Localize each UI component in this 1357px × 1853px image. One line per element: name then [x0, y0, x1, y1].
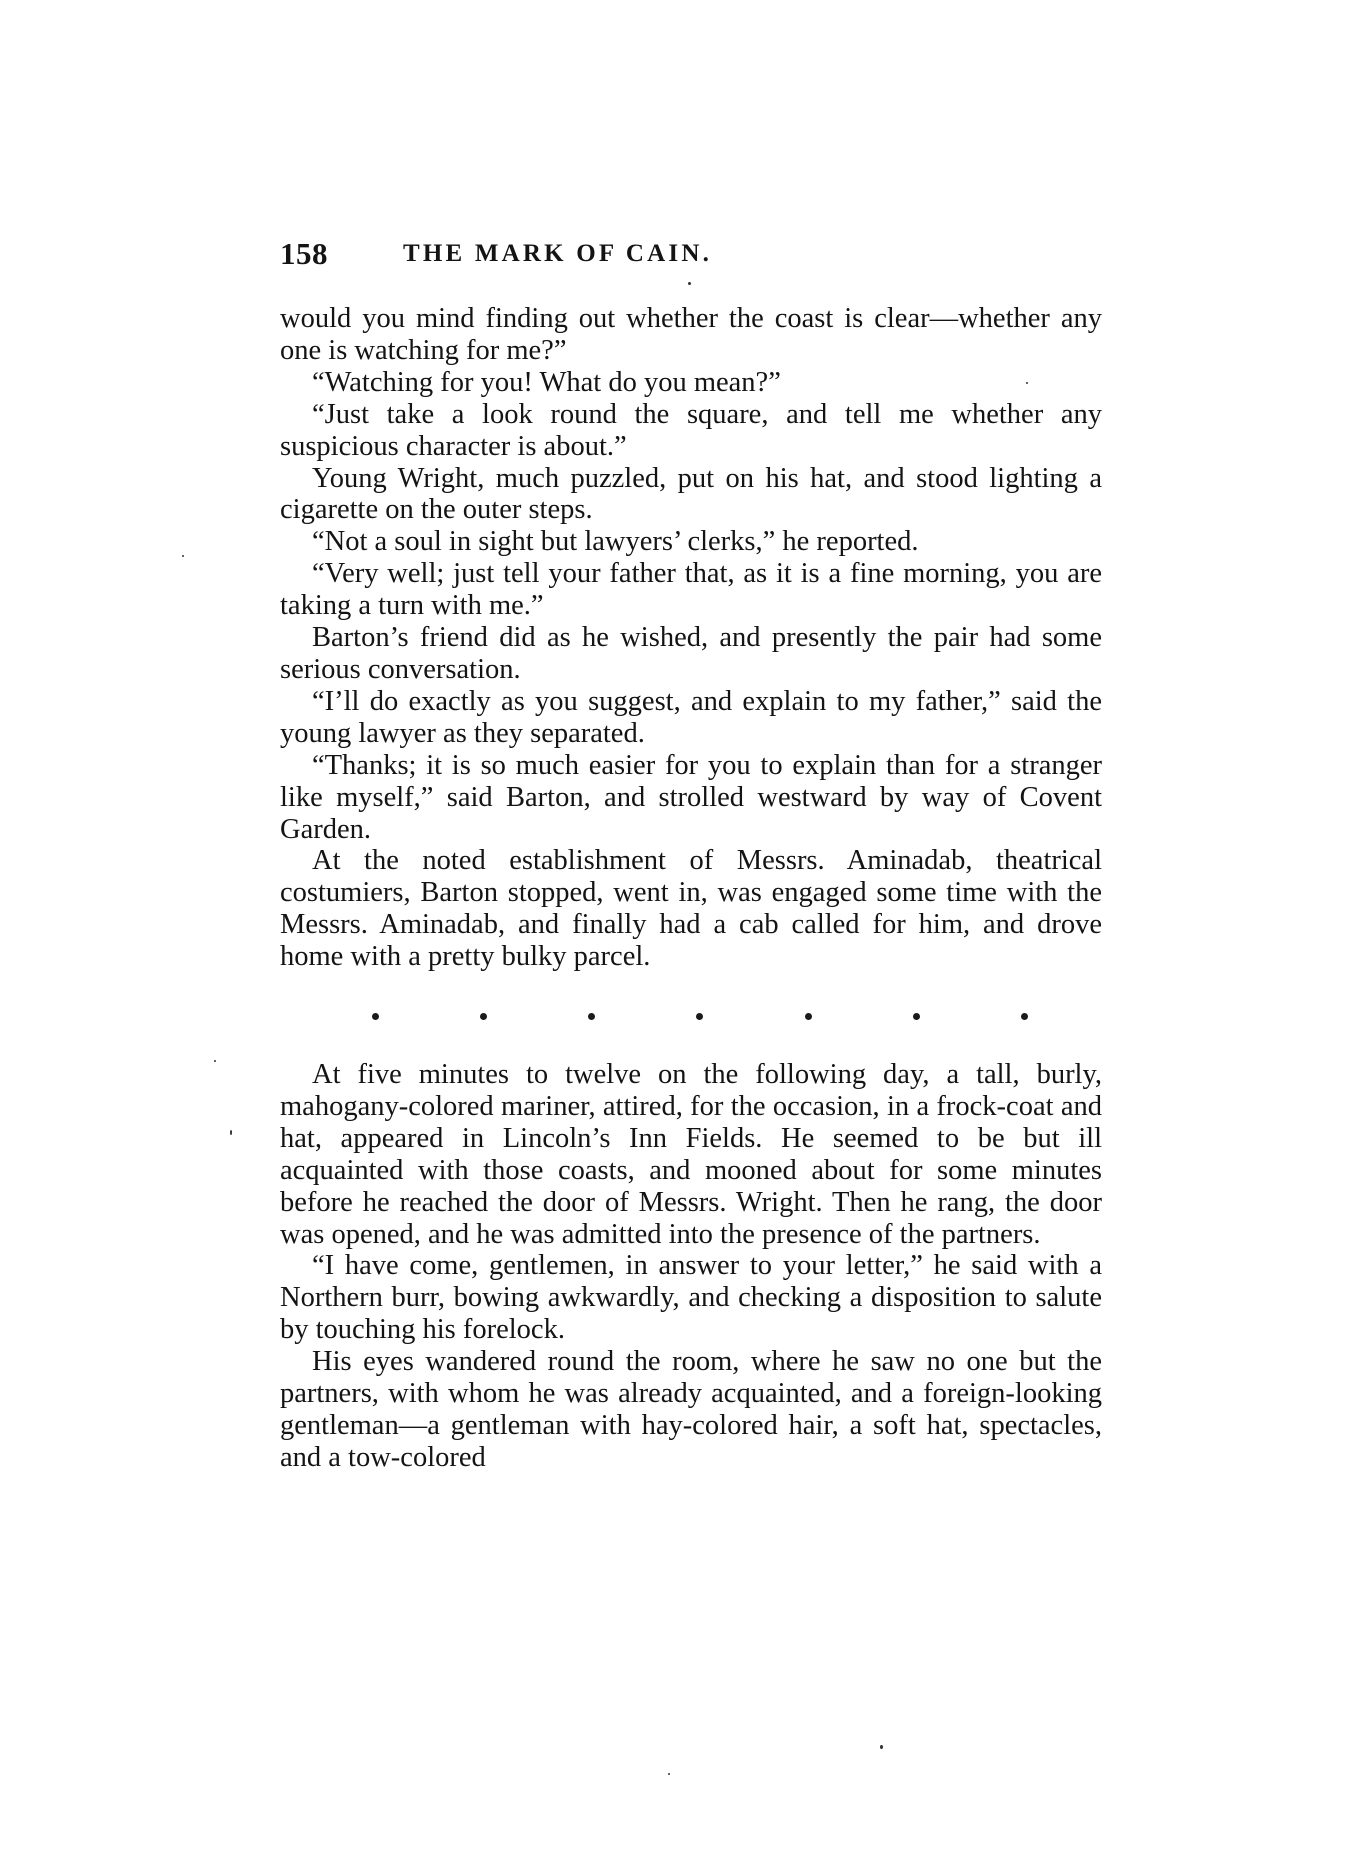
section-break-dots: [372, 1001, 1028, 1031]
paragraph: At five minutes to twelve on the following day, a tall, burly, mahogany-colored mariner, attired, for the occasion, in a frock-coat and hat, appeared in Lincoln’s Inn Fields. He seemed to be but ill acquainted with those coasts, and mooned about for some minutes before he reached the door of Messrs. Wright. Then he rang, the door was opened, and he was admitted into the presence of the partners.: [280, 1059, 1102, 1250]
section-break-dot: [588, 1013, 595, 1020]
section-break-dot: [480, 1013, 487, 1020]
paragraph: “Watching for you! What do you mean?”: [312, 366, 781, 398]
paragraph: would you mind finding out whether the coast is clear—whether any one is watching for me?”: [280, 303, 1102, 366]
body-text: [280, 303, 1102, 1474]
speck: [1026, 382, 1028, 384]
running-head: THE MARK OF CAIN.: [403, 240, 713, 267]
paragraph: “Not a soul in sight but lawyers’ clerks,” he reported.: [312, 526, 919, 558]
paragraph: His eyes wandered round the room, where he saw no one but the partners, with whom he was already acquainted, and a foreign-looking gentleman—a gentleman with hay-colored hair, a soft hat, spectacles, and a tow-colored: [280, 1346, 1102, 1473]
paragraph: “I have come, gentlemen, in answer to your letter,” he said with a Northern burr, bowing awkwardly, and checking a disposition to salute by touching his forelock.: [280, 1250, 1102, 1346]
speck: [688, 282, 691, 285]
speck: [214, 1060, 216, 1062]
section-break-dot: [805, 1013, 812, 1020]
paragraph: At the noted establishment of Messrs. Aminadab, theatrical costumiers, Barton stopped, went in, was engaged some time with the Messrs. Aminadab, and finally had a cab called for him, and drove home with a pretty bulky parcel.: [280, 845, 1102, 973]
section-break-dot: [372, 1013, 379, 1020]
page-header: [280, 236, 1080, 276]
paragraph: Barton’s friend did as he wished, and presently the pair had some serious conversation.: [280, 622, 1102, 685]
speck: [880, 1745, 883, 1749]
page-number: 158: [280, 236, 328, 271]
paragraph: Young Wright, much puzzled, put on his hat, and stood lighting a cigarette on the outer steps.: [280, 462, 1102, 526]
section-break-dot: [913, 1013, 920, 1020]
paragraph: “Very well; just tell your father that, as it is a fine morning, you are taking a turn with me.”: [280, 558, 1102, 622]
speck: [668, 1773, 670, 1775]
section-break-dot: [696, 1013, 703, 1020]
speck: [230, 1130, 232, 1135]
paragraph: “Just take a look round the square, and tell me whether any suspicious character is about.”: [280, 398, 1102, 462]
paragraph: “Thanks; it is so much easier for you to explain than for a stranger like myself,” said Barton, and strolled westward by way of Covent Garden.: [280, 749, 1102, 845]
speck: [182, 555, 184, 557]
section-break-dot: [1021, 1013, 1028, 1020]
paragraph: “I’ll do exactly as you suggest, and explain to my father,” said the young lawyer as they separated.: [280, 685, 1102, 749]
